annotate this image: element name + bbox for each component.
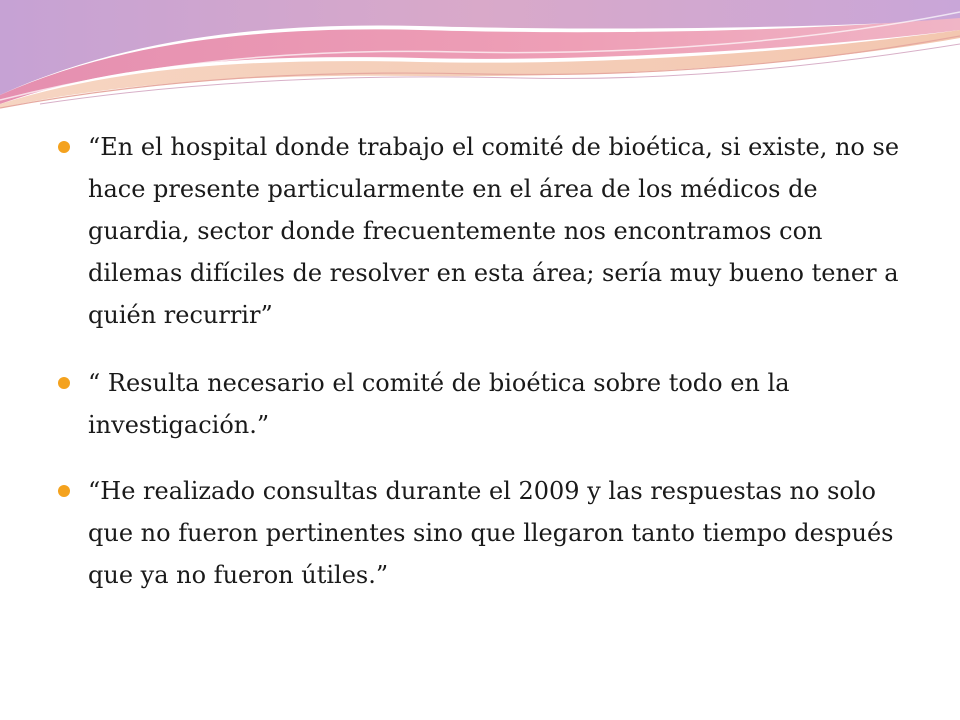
bullet-item bbox=[58, 126, 918, 336]
bullet-item bbox=[58, 470, 918, 596]
header-wave-decoration bbox=[0, 0, 960, 110]
bullet-list bbox=[58, 126, 918, 622]
bullet-text: “ Resulta necesario el comité de bioética sobre todo en la investigación.” bbox=[88, 369, 790, 439]
bullet-dot-icon bbox=[58, 485, 70, 497]
bullet-dot-icon bbox=[58, 141, 70, 153]
bullet-text: “En el hospital donde trabajo el comité de bioética, si existe, no se hace presente particularmente en el área de los médicos de guardia, sector donde frecuentemente nos encontramos con dilemas difíciles de resolver en esta área; sería muy bueno tener a quién recurrir” bbox=[88, 133, 900, 329]
bullet-item bbox=[58, 362, 918, 446]
bullet-dot-icon bbox=[58, 377, 70, 389]
bullet-text: “He realizado consultas durante el 2009 y las respuestas no solo que no fueron pertinentes sino que llegaron tanto tiempo después que ya no fueron útiles.” bbox=[88, 477, 894, 589]
